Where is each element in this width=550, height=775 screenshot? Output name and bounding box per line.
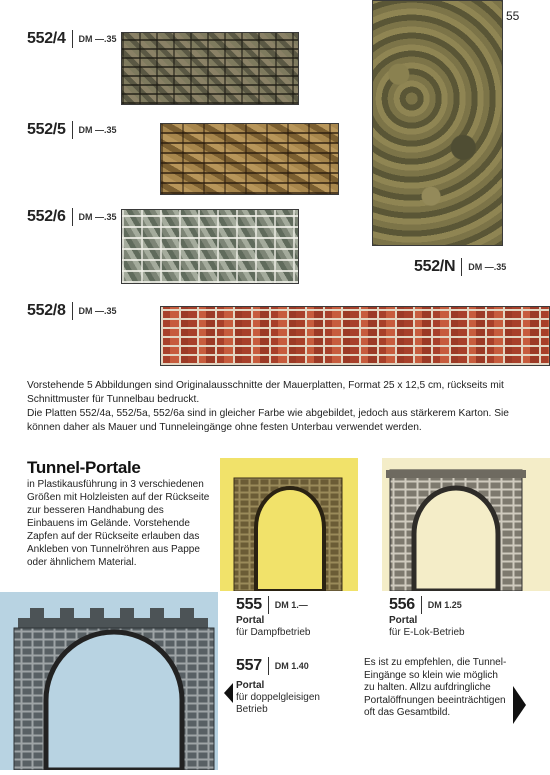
- portal-555-desc: für Dampfbetrieb: [236, 627, 311, 638]
- portal-557-label: Portal: [236, 680, 265, 691]
- swatch-label-552-N: [414, 258, 506, 276]
- wall-swatch-552-4: [121, 32, 299, 105]
- portal-557-price-row: [236, 657, 309, 675]
- tunnel-description: in Plastikausführung in 3 verschiedenen Größen mit Holzleisten auf der Rückseite zur besseren Handhabung des Einbauens im Gelände. Vorstehende Zapfen auf der Rückseite erlauben das Ankleben von Tunnelröhren aus Pappe oder ähnlichem Material.: [27, 479, 210, 568]
- product-code: 556: [389, 596, 415, 613]
- product-price: DM 1.25: [427, 600, 462, 610]
- description-line-1: Vorstehende 5 Abbildungen sind Originalausschnitte der Mauerplatten, Format 25 x 12,5 cm, rückseits mit Schnittmuster für Tunnelbau bedruckt.: [27, 380, 504, 405]
- swatch-label-552-6: [27, 208, 117, 226]
- portal-556-desc: für E-Lok-Betrieb: [389, 627, 465, 638]
- divider: [72, 302, 73, 320]
- product-price: DM —.35: [468, 262, 507, 272]
- product-price: DM —.35: [78, 212, 117, 222]
- section-heading: Tunnel-Portale: [27, 458, 141, 477]
- product-code: 552/N: [414, 258, 456, 275]
- divider: [268, 657, 269, 675]
- advice-text: Es ist zu empfehlen, die Tunnel-Eingänge so klein wie möglich zu halten. Allzu aufdringliche Portalöffnungen beeinträchtigen oft das Gesamtbild.: [364, 657, 507, 718]
- wall-swatch-552-5: [160, 123, 339, 195]
- arrow-right-icon: [513, 686, 526, 724]
- product-code: 557: [236, 657, 262, 674]
- swatch-label-552-5: [27, 121, 117, 139]
- portal-557-desc: für doppelgleisigen Betrieb: [236, 692, 320, 715]
- portal-555-label: Portal: [236, 615, 265, 626]
- divider: [72, 121, 73, 139]
- product-price: DM 1.—: [274, 600, 308, 610]
- wall-swatch-552-N: [372, 0, 503, 246]
- portal-556-price-row: [389, 596, 462, 614]
- portal-555-image-panel: [220, 458, 358, 591]
- product-price: DM —.35: [78, 34, 117, 44]
- divider: [72, 208, 73, 226]
- product-code: 552/5: [27, 121, 66, 138]
- swatch-label-552-8: [27, 302, 117, 320]
- portal-557-image: [0, 592, 218, 770]
- description-line-2: Die Platten 552/4a, 552/5a, 552/6a sind in gleicher Farbe wie abgebildet, jedoch aus stärkerem Karton. Sie können daher als Mauer und Tunneleingänge ohne festen Unterbau verwendet werden.: [27, 408, 509, 433]
- divider: [268, 596, 269, 614]
- product-price: DM —.35: [78, 306, 117, 316]
- portal-555-price-row: [236, 596, 308, 614]
- divider: [461, 258, 462, 276]
- portal-556-image-panel: [382, 458, 550, 591]
- arrow-left-icon: [224, 683, 233, 703]
- product-price: DM —.35: [78, 125, 117, 135]
- product-code: 552/8: [27, 302, 66, 319]
- swatch-label-552-4: [27, 30, 117, 48]
- portal-556-label: Portal: [389, 615, 418, 626]
- wall-swatch-552-8: [160, 306, 550, 366]
- product-code: 552/6: [27, 208, 66, 225]
- product-price: DM 1.40: [274, 661, 309, 671]
- wall-swatch-552-6: [121, 209, 299, 284]
- divider: [72, 30, 73, 48]
- portal-557-image-panel: [0, 592, 218, 770]
- portal-556-image: [382, 458, 550, 591]
- portal-555-image: [220, 458, 358, 591]
- product-code: 552/4: [27, 30, 66, 47]
- divider: [421, 596, 422, 614]
- product-code: 555: [236, 596, 262, 613]
- description-paragraph: [27, 379, 519, 435]
- page-number: 55: [506, 9, 520, 23]
